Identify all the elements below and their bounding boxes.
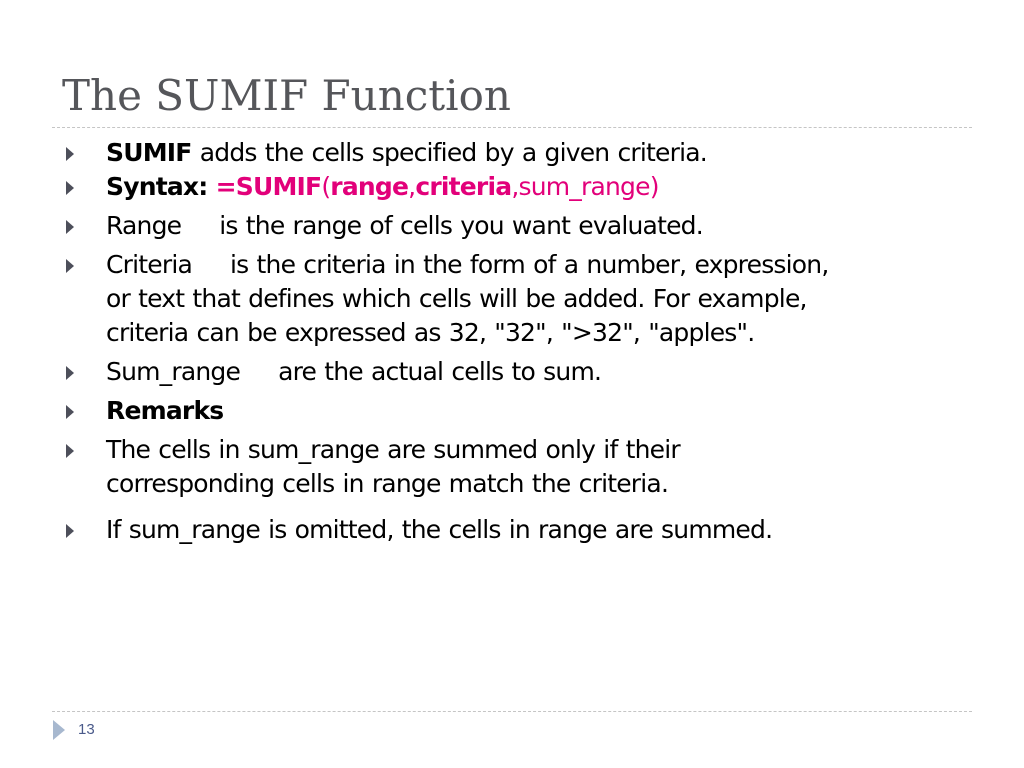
bullet-text: is the range of cells you want evaluated. [219, 211, 703, 240]
bullet-criteria [62, 248, 962, 350]
footer-divider [52, 711, 972, 712]
bullet-remarks [62, 394, 962, 428]
bullet-line: If sum_range is omitted, the cells in range are summed. [106, 515, 773, 544]
term-sumif: SUMIF [106, 138, 192, 167]
bullet-line: or text that defines which cells will be added. For example, [106, 284, 807, 313]
bullet-line [106, 248, 962, 282]
bullet-line [106, 170, 962, 204]
bullet-line [106, 355, 962, 389]
syntax-label: Syntax: [106, 172, 208, 201]
triangle-right-icon [66, 366, 74, 380]
bullet-text: are the actual cells to sum. [278, 357, 602, 386]
bullet-line: The cells in sum_range are summed only if their [106, 435, 680, 464]
bullet-line [106, 209, 962, 243]
bullet-text: adds the cells specified by a given criteria. [191, 138, 707, 167]
syntax-paren-close: ) [649, 172, 659, 201]
footer-triangle-icon [53, 720, 65, 740]
syntax-arg-sum-range: sum_range [518, 172, 650, 201]
slide-title: The SUMIF Function [62, 71, 511, 120]
triangle-right-icon [66, 444, 74, 458]
syntax-arg-criteria: criteria [415, 172, 512, 201]
page-number: 13 [78, 721, 95, 738]
syntax-function: =SUMIF [215, 172, 322, 201]
term-sum-range: Sum_range [106, 357, 241, 386]
syntax-comma: , [511, 172, 519, 201]
triangle-right-icon [66, 181, 74, 195]
bullet-syntax [62, 170, 962, 204]
bullet-remark-match [62, 433, 962, 501]
triangle-right-icon [66, 259, 74, 273]
remarks-heading: Remarks [106, 396, 224, 425]
bullet-list [62, 136, 962, 547]
bullet-range [62, 209, 962, 243]
triangle-right-icon [66, 524, 74, 538]
syntax-paren-open: ( [321, 172, 331, 201]
triangle-right-icon [66, 405, 74, 419]
bullet-remark-omitted [62, 513, 962, 547]
term-range: Range [106, 211, 182, 240]
bullet-line [106, 136, 962, 170]
title-divider [52, 127, 972, 128]
syntax-arg-range: range [330, 172, 409, 201]
bullet-line: corresponding cells in range match the criteria. [106, 469, 669, 498]
bullet-sum-range [62, 355, 962, 389]
term-criteria: Criteria [106, 250, 193, 279]
bullet-text: is the criteria in the form of a number, expression, [230, 250, 829, 279]
triangle-right-icon [66, 147, 74, 161]
syntax-comma: , [408, 172, 416, 201]
bullet-line: criteria can be expressed as 32, "32", ">32", "apples". [106, 318, 755, 347]
bullet-sumif-definition [62, 136, 962, 170]
triangle-right-icon [66, 220, 74, 234]
